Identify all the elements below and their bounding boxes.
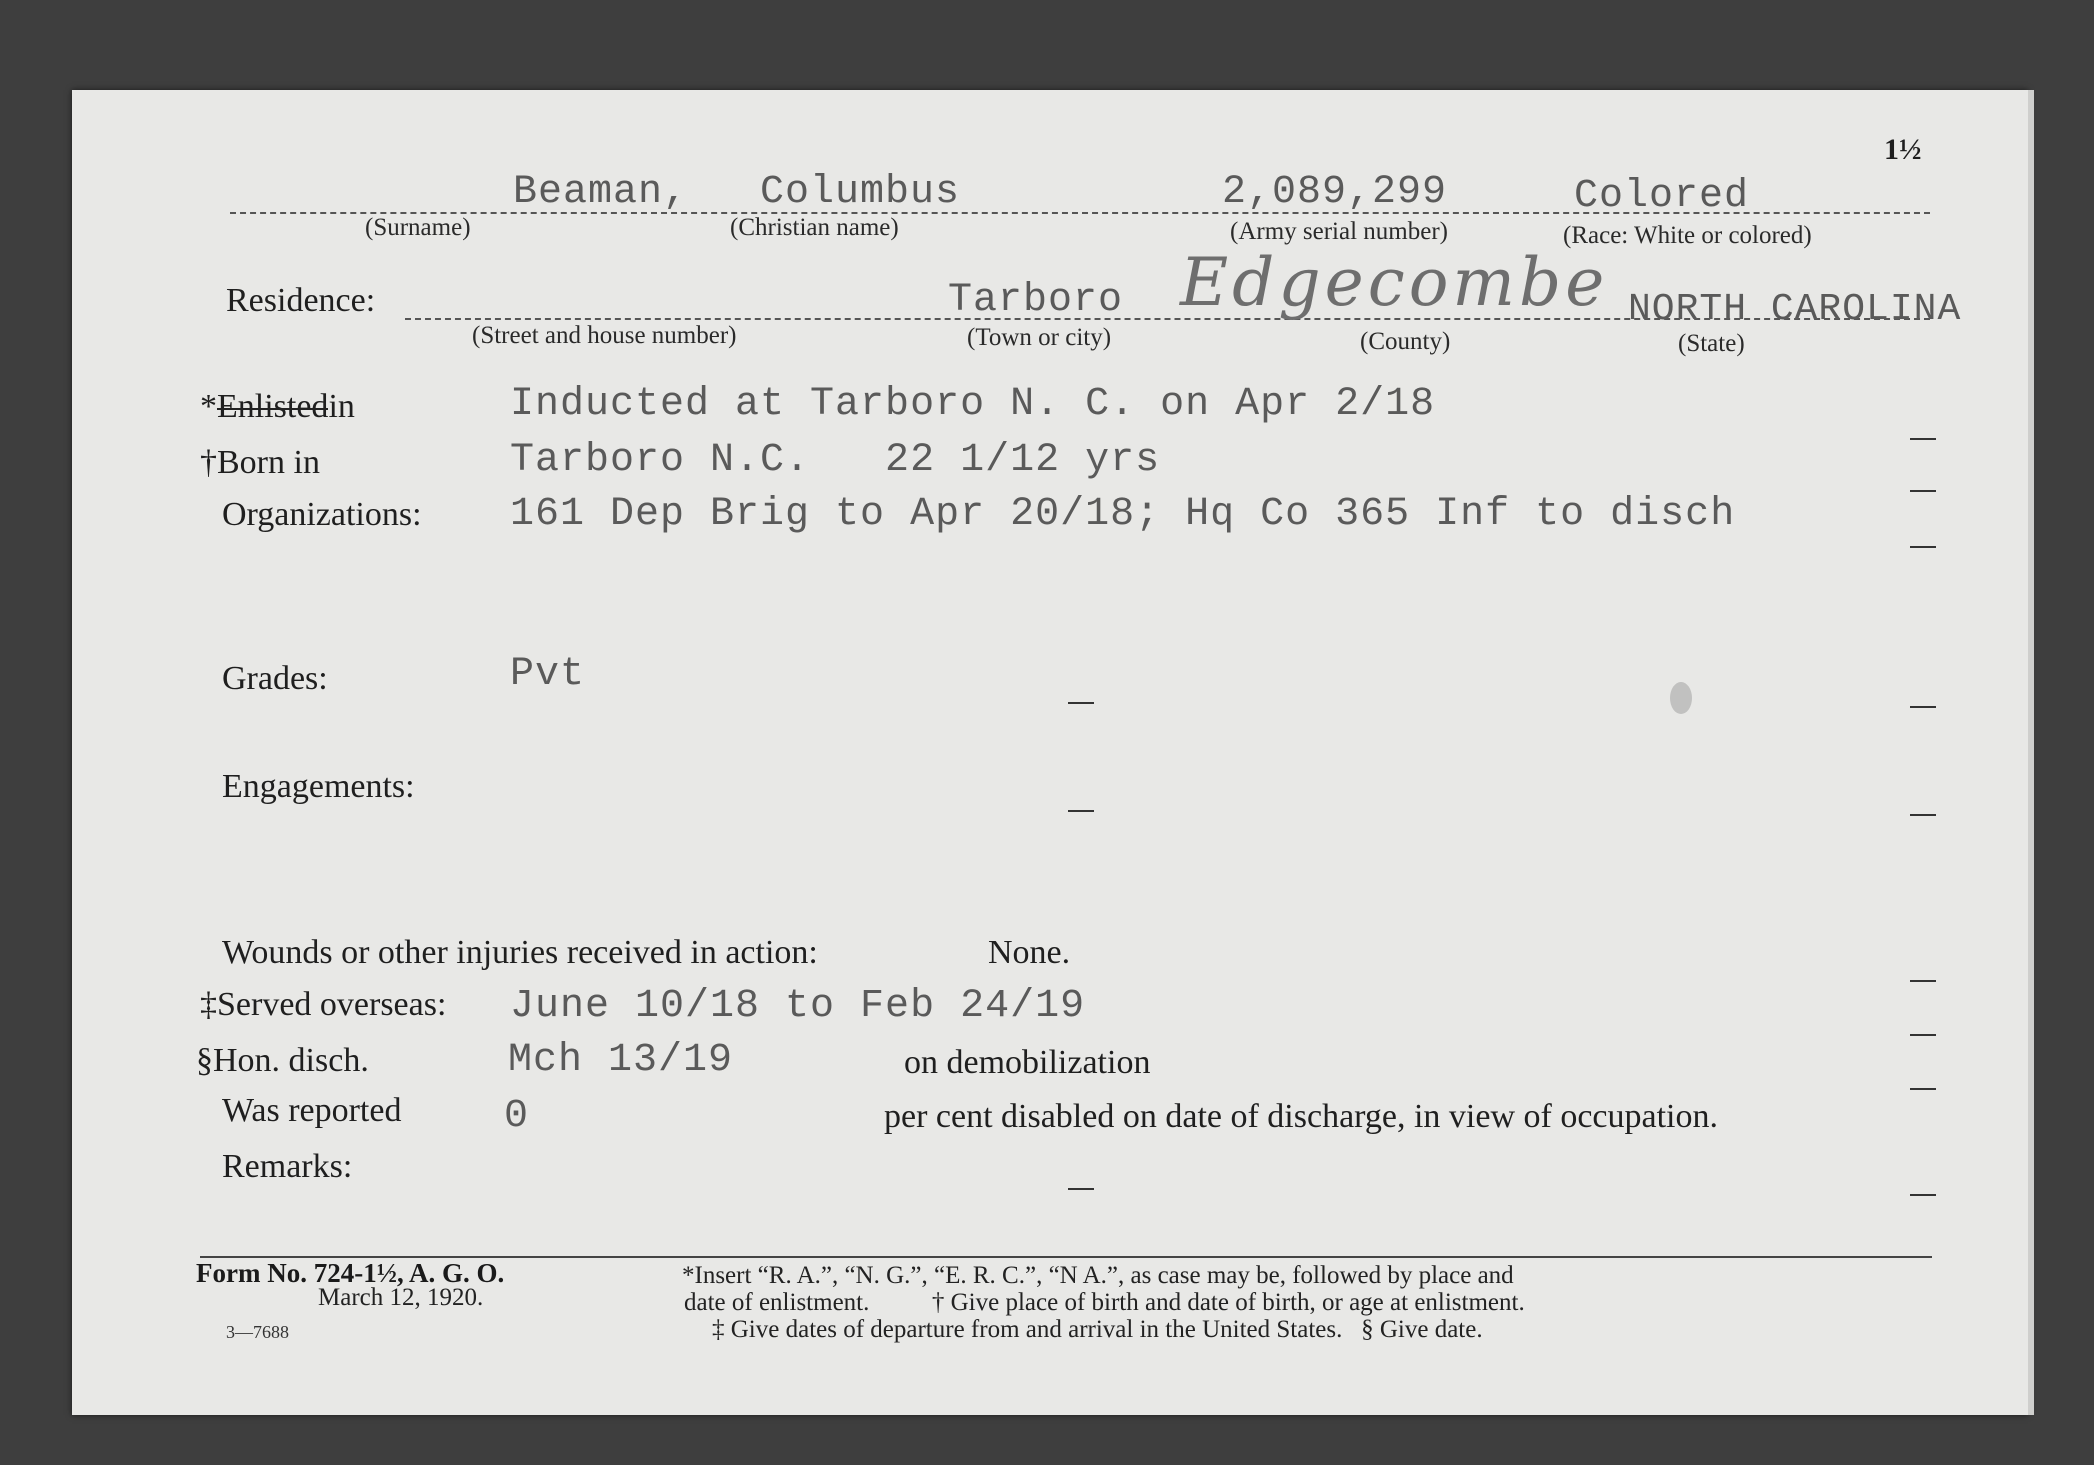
state-caption: (State) (1678, 330, 1745, 357)
engagements-mid-dash (1068, 810, 1094, 812)
residence-state-value: NORTH CAROLINA (1628, 288, 1962, 331)
hon-disch-end-dash (1910, 1034, 1936, 1036)
born-value: Tarboro N.C. 22 1/12 yrs (510, 438, 1161, 483)
form-number: Form No. 724-1½, A. G. O. (196, 1258, 505, 1288)
born-label: †Born in (200, 444, 320, 481)
hon-disch-suffix: on demobilization (904, 1044, 1151, 1081)
serial-number-caption: (Army serial number) (1230, 218, 1448, 245)
grades-mid-dash (1068, 702, 1094, 704)
residence-label: Residence: (226, 282, 376, 319)
served-overseas-end-dash (1910, 980, 1936, 982)
surname-caption: (Surname) (365, 214, 471, 241)
enlisted-value: Inducted at Tarboro N. C. on Apr 2/18 (510, 382, 1436, 427)
reported-end-dash (1910, 1088, 1936, 1090)
remarks-end-dash (1910, 1194, 1936, 1196)
enlisted-label-struck: Enlisted (217, 388, 329, 425)
wounds-label: Wounds or other injuries received in action: (222, 934, 818, 971)
hon-disch-value: Mch 13/19 (508, 1038, 734, 1083)
enlisted-end-dash (1910, 438, 1936, 440)
enlisted-label-suffix: in (328, 388, 355, 425)
served-overseas-label: ‡Served overseas: (200, 986, 447, 1023)
card-edge (2028, 90, 2034, 1415)
residence-county-handwritten: Edgecombe (1180, 244, 1609, 321)
surname-value: Beaman, (513, 170, 689, 215)
grades-end-dash (1910, 706, 1936, 708)
engagements-label: Engagements: (222, 768, 415, 805)
card-sequence-number: 1½ (1884, 133, 1922, 166)
enlisted-label (200, 388, 355, 426)
reported-value: 0 (504, 1094, 530, 1139)
christian-name-caption: (Christian name) (730, 214, 899, 241)
form-date: March 12, 1920. (318, 1284, 484, 1311)
footnote-line-1: *Insert “R. A.”, “N. G.”, “E. R. C.”, “N A.”, as case may be, followed by place and (682, 1262, 1514, 1289)
grades-label: Grades: (222, 660, 328, 697)
street-caption: (Street and house number) (472, 322, 737, 349)
army-serial-number-value: 2,089,299 (1222, 170, 1448, 215)
organizations-value: 161 Dep Brig to Apr 20/18; Hq Co 365 Inf to disch (510, 492, 1736, 537)
race-caption: (Race: White or colored) (1563, 222, 1812, 249)
enlisted-label-prefix: * (200, 388, 217, 425)
print-code: 3—7688 (226, 1322, 289, 1342)
footnote-line-3: ‡ Give dates of departure from and arrival in the United States. § Give date. (712, 1316, 1483, 1343)
reported-label: Was reported (222, 1092, 402, 1129)
christian-name-value: Columbus (760, 170, 961, 215)
town-caption: (Town or city) (967, 324, 1112, 351)
county-caption: (County) (1360, 328, 1451, 355)
organizations-label: Organizations: (222, 496, 422, 533)
hon-disch-label: §Hon. disch. (196, 1042, 369, 1079)
grades-value: Pvt (510, 652, 586, 697)
wounds-value: None. (988, 934, 1071, 971)
engagements-end-dash (1910, 814, 1936, 816)
organizations-end-dash (1910, 546, 1936, 548)
residence-town-value: Tarboro (948, 278, 1124, 323)
reported-suffix: per cent disabled on date of discharge, in view of occupation. (884, 1098, 1718, 1135)
footnote-line-2: date of enlistment. † Give place of birth and date of birth, or age at enlistment. (684, 1289, 1525, 1316)
remarks-mid-dash (1068, 1188, 1094, 1190)
remarks-label: Remarks: (222, 1148, 353, 1185)
race-value: Colored (1574, 174, 1750, 219)
served-overseas-value: June 10/18 to Feb 24/19 (510, 984, 1086, 1029)
card-smudge (1670, 682, 1692, 714)
born-end-dash (1910, 490, 1936, 492)
